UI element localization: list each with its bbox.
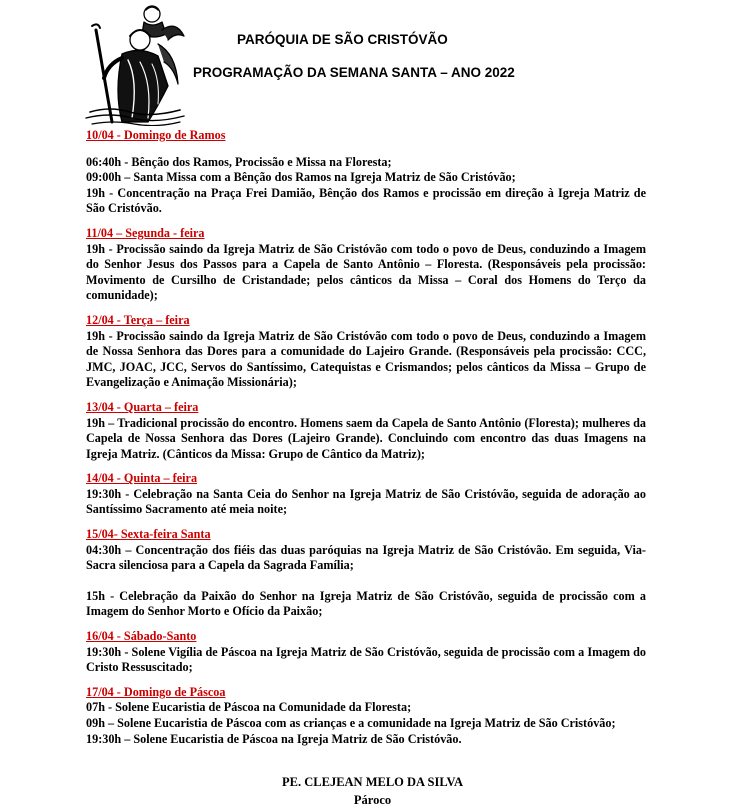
event-item: 09:00h – Santa Missa com a Bênção dos Ramos na Igreja Matriz de São Cristóvão; bbox=[86, 170, 516, 185]
day-date: 11/04 – Segunda - feira bbox=[86, 225, 205, 240]
day-date: 12/04 - Terça – feira bbox=[86, 312, 190, 327]
day-section bbox=[86, 527, 646, 620]
day-section bbox=[86, 685, 646, 747]
saint-christopher-icon bbox=[82, 0, 190, 126]
event-item: 19h - Concentração na Praça Frei Damião, Bênção dos Ramos e procissão em direção à Igreja Matriz de São Cristóvão. bbox=[86, 185, 646, 216]
day-date: 16/04 - Sábado-Santo bbox=[86, 629, 197, 644]
program-title: PROGRAMAÇÃO DA SEMANA SANTA – ANO 2022 bbox=[193, 65, 515, 80]
day-date: 17/04 - Domingo de Páscoa bbox=[86, 684, 226, 699]
event-item: 19h – Tradicional procissão do encontro. Homens saem da Capela de Santo Antônio (Floresta); mulheres da Capela de Nossa Senhora das Dores (Lajeiro Grande). Concluindo com encontro das duas Imagens na Igreja Matriz. (Cânticos da Missa: Grupo de Cântico da Matriz); bbox=[86, 415, 646, 461]
day-section bbox=[86, 313, 646, 391]
event-item: 04:30h – Concentração dos fiéis das duas paróquias na Igreja Matriz de São Cristóvão. Em seguida, Via-Sacra silenciosa para a Capela da Sagrada Família; bbox=[86, 542, 646, 573]
day-date: 10/04 - Domingo de Ramos bbox=[86, 128, 226, 142]
event-item: 19h - Procissão saindo da Igreja Matriz de São Cristóvão com todo o povo de Deus, conduzindo a Imagem de Nossa Senhora das Dores para a comunidade do Lajeiro Grande. (Responsáveis pela procissão: CCC, JMC, JOAC, JCC, Servos do Santíssimo, Catequistas e Crismandos; pelos cânticos da Missa – Grupo de Evangelização e Animação Missionária); bbox=[86, 328, 646, 390]
day-date: 15/04- Sexta-feira Santa bbox=[86, 527, 211, 542]
day-section bbox=[86, 128, 646, 217]
schedule bbox=[86, 128, 646, 747]
day-date: 13/04 - Quarta – feira bbox=[86, 399, 199, 414]
event-item: 19h - Procissão saindo da Igreja Matriz de São Cristóvão com todo o povo de Deus, conduzindo a Imagem do Senhor Jesus dos Passos para a Capela de Santo Antônio – Floresta. (Responsáveis pela procissão: Movimento de Cursilho de Cristandade; pelos cânticos da Missa – Coral dos Homens do Terço da comunidade); bbox=[86, 241, 646, 303]
day-section bbox=[86, 400, 646, 462]
day-section bbox=[86, 226, 646, 304]
event-item: 15h - Celebração da Paixão do Senhor na Igreja Matriz de São Cristóvão, seguida de procissão com a Imagem do Senhor Morto e Ofício da Paixão; bbox=[86, 588, 646, 619]
day-date: 14/04 - Quinta – feira bbox=[86, 471, 198, 486]
signature-role: Pároco bbox=[353, 793, 392, 807]
day-section bbox=[86, 629, 646, 676]
signature-name: PE. CLEJEAN MELO DA SILVA bbox=[282, 775, 463, 789]
event-item: 19:30h - Celebração na Santa Ceia do Senhor na Igreja Matriz de São Cristóvão, seguida de adoração ao Santíssimo Sacramento até meia noite; bbox=[86, 486, 646, 517]
parish-title: PARÓQUIA DE SÃO CRISTÓVÃO bbox=[237, 32, 448, 47]
event-item: 09h – Solene Eucaristia de Páscoa com as crianças e a comunidade na Igreja Matriz de São Cristóvão; bbox=[86, 716, 616, 730]
event-item: 19:30h - Solene Vigília de Páscoa na Igreja Matriz de São Cristóvão, seguida de procissão com a Imagem do Cristo Ressuscitado; bbox=[86, 644, 646, 675]
event-item: 07h - Solene Eucaristia de Páscoa na Comunidade da Floresta; bbox=[86, 700, 412, 715]
event-item: 06:40h - Bênção dos Ramos, Procissão e Missa na Floresta; bbox=[86, 154, 392, 169]
event-item: 19:30h – Solene Eucaristia de Páscoa na Igreja Matriz de São Cristóvão. bbox=[86, 731, 462, 746]
day-section bbox=[86, 471, 646, 518]
